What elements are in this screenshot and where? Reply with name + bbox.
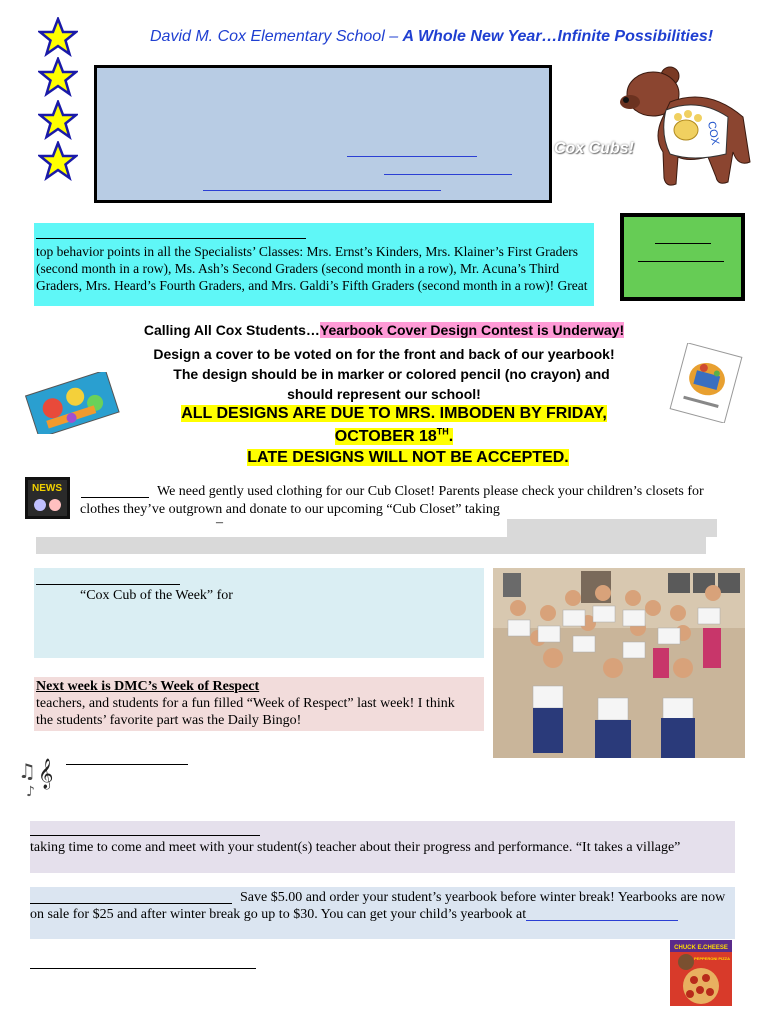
- behavior-text: top behavior points in all the Specialists’ Classes: Mrs. Ernst’s Kinders, Mrs. Klainer’s First Graders (second month in a row), Ms. Ash’s Second Graders (second month in a row), Mr. Acuna’s Third Graders, Mrs. Heard’s Fourth Graders, and Mrs. Galdi’s Fifth Graders (second month in a row)! Great: [36, 244, 588, 293]
- closet-text: [80, 483, 740, 519]
- conference-text: taking time to come and meet with your student(s) teacher about their progress and performance. “It takes a village”: [30, 840, 681, 855]
- news-badge-icon: [25, 477, 70, 519]
- due-date-period: .: [448, 428, 454, 446]
- due-date-suffix: TH: [436, 427, 449, 437]
- late-text: LATE DESIGNS WILL NOT BE ACCEPTED.: [247, 449, 569, 466]
- star-icon: [38, 17, 78, 57]
- link-underline[interactable]: [347, 156, 477, 157]
- class-photo: [493, 568, 745, 758]
- cub-of-week-text: “Cox Cub of the Week” for: [80, 588, 233, 603]
- respect-body: teachers, and students for a fun filled “Week of Respect” last week! I think the students’ favorite part was the Daily Bingo!: [36, 696, 455, 728]
- yearbook-sale-text: [30, 889, 735, 923]
- heading-underline: [36, 238, 306, 239]
- closet-dash: –: [216, 515, 223, 530]
- link-underline[interactable]: [384, 174, 512, 175]
- cub-underline: [36, 584, 180, 585]
- yearbook-sale-body: Save $5.00 and order your student’s yearbook before winter break! Yearbooks are now on sale for $25 and after winter break go up to $30. You can get your child’s yearbook at: [30, 890, 726, 922]
- news-badge-text: NEWS: [32, 483, 62, 494]
- title-box: [94, 65, 552, 203]
- mascot-label: Cox Cubs!: [554, 140, 634, 157]
- contest-headline: Yearbook Cover Design Contest is Underway!: [319, 322, 625, 338]
- gray-bar: [36, 537, 706, 554]
- late-line: [0, 449, 768, 467]
- cub-of-week-box: [34, 568, 484, 658]
- slogan: A Whole New Year…Infinite Possibilities!: [402, 28, 714, 45]
- music-underline: [66, 764, 188, 765]
- chuck-brand: CHUCK E.CHEESE: [674, 945, 728, 951]
- due-text-2: [335, 428, 453, 445]
- due-date: OCTOBER 18: [334, 428, 437, 446]
- contest-line-2-text: The design should be in marker or colored pencil (no crayon) and: [173, 366, 610, 382]
- music-notes-icon: [18, 752, 58, 798]
- shirt-text: COX: [705, 120, 722, 147]
- green-notice-box: [620, 213, 745, 301]
- conference-underline: [30, 835, 260, 836]
- notice-underline: [638, 261, 724, 262]
- star-icon: [38, 141, 78, 181]
- link-underline[interactable]: [203, 190, 441, 191]
- closet-body: We need gently used clothing for our Cub Closet! Parents please check your children’s closets for clothes they’ve outgrown and donate to our upcoming “Cub Closet” taking: [80, 484, 704, 517]
- star-icon: [38, 57, 78, 97]
- contest-heading: [0, 322, 768, 338]
- respect-title: Next week is DMC’s Week of Respect: [36, 679, 260, 694]
- chuck-e-cheese-pizza-image: [670, 940, 732, 1006]
- svg-text:♪: ♪: [26, 784, 35, 798]
- yearbook-link[interactable]: [526, 920, 678, 921]
- newsletter-header: [150, 28, 713, 46]
- notice-underline: [655, 243, 711, 244]
- bottom-underline: [30, 968, 256, 969]
- yearbook-sample-image-2: [666, 343, 746, 423]
- star-icon: [38, 100, 78, 140]
- contest-line-3: should represent our school!: [287, 386, 481, 402]
- bear-mascot-icon: [608, 62, 758, 192]
- yearbook-sample-image: [22, 372, 122, 434]
- due-text-1: ALL DESIGNS ARE DUE TO MRS. IMBODEN BY FRIDAY,: [181, 405, 607, 422]
- contest-intro: Calling All Cox Students…: [143, 322, 320, 338]
- contest-line-1: Design a cover to be voted on for the front and back of our yearbook!: [153, 346, 615, 362]
- gray-bar: [507, 519, 717, 537]
- svg-text:𝄞: 𝄞: [38, 759, 54, 789]
- svg-text:♫: ♫: [18, 759, 36, 783]
- school-name: David M. Cox Elementary School –: [150, 28, 403, 45]
- chuck-product: PEPPERONI PIZZA: [693, 956, 731, 961]
